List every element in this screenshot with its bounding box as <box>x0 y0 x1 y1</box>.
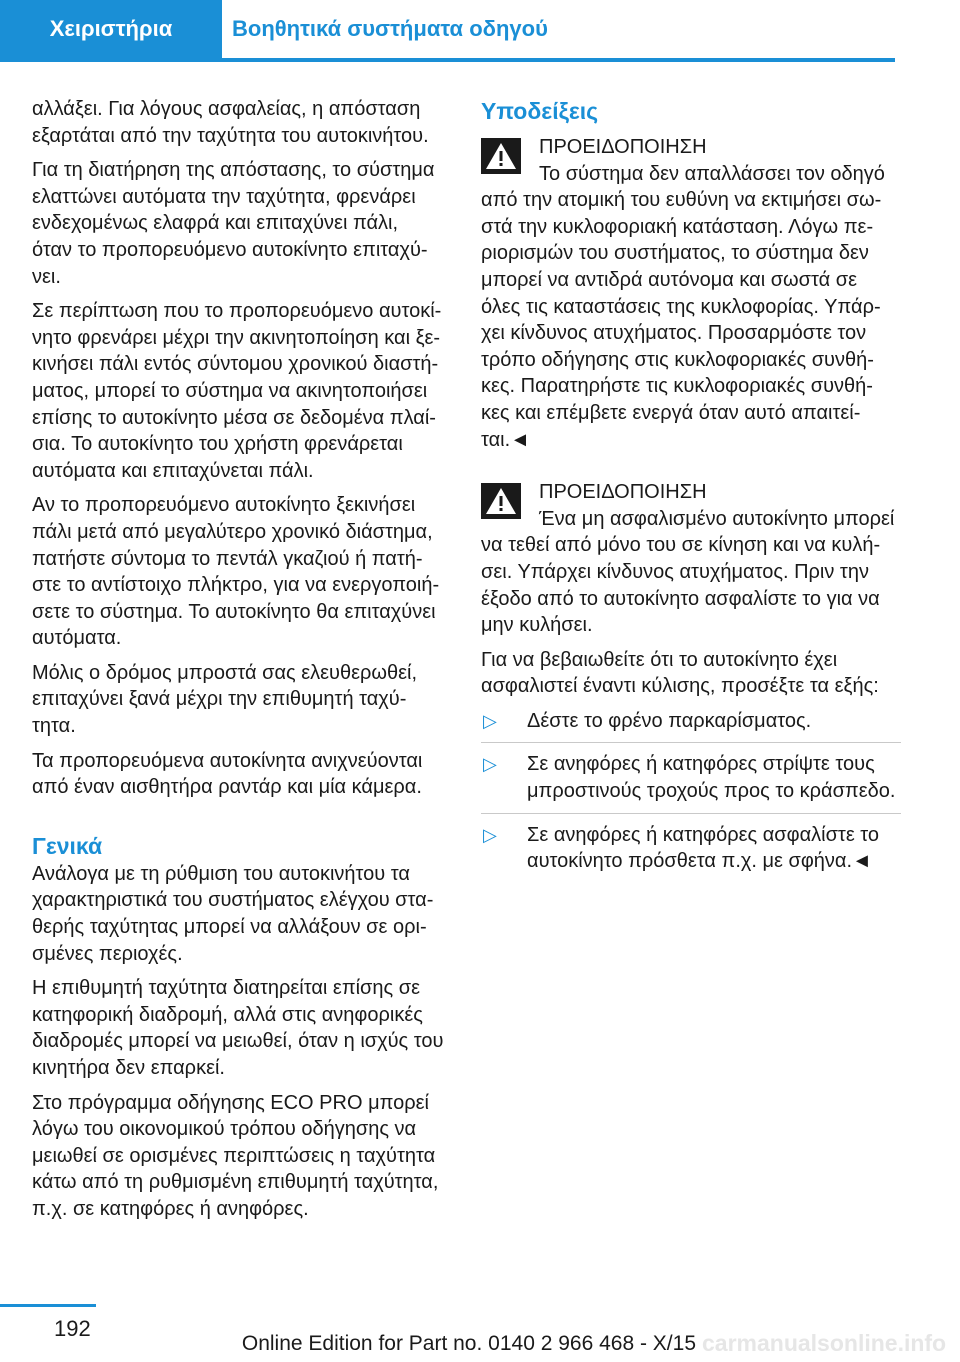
paragraph: Μόλις ο δρόμος μπροστά σας ελευθερωθεί, επιταχύνει ξανά μέχρι την επιθυμητή ταχύ- τητα. <box>32 661 418 738</box>
page-number: 192 <box>54 1316 91 1341</box>
paragraph: Αν το προπορευόμενο αυτοκίνητο ξεκινήσει πάλι μετά από μεγαλύτερο χρονικό διάστημα, πατήστε σύντομα το πεντάλ γκαζιού ή πατή- στε το αντίστοιχο πλήκτρο, για να ενεργοποιή- σετε το σύστημα. Το αυτοκίνητο θα επιταχύνει αυτόματα. <box>32 494 440 650</box>
triangle-bullet-icon: ▷ <box>483 824 497 845</box>
footer-rule <box>0 1304 96 1307</box>
left-column <box>32 96 452 1231</box>
section-heading-general: Γενικά <box>32 832 103 859</box>
warning-first-line: Το σύστημα δεν απαλλάσσει τον οδηγό <box>539 162 885 185</box>
list-item-text: Δέστε το φρένο παρκαρίσματος. <box>527 709 812 732</box>
warning-title: ΠΡΟΕΙΔΟΠΟΙΗΣΗ <box>539 136 707 158</box>
list-item <box>481 822 901 883</box>
triangle-bullet-icon: ▷ <box>483 754 497 775</box>
warning-title: ΠΡΟΕΙΔΟΠΟΙΗΣΗ <box>539 481 707 504</box>
paragraph: Ανάλογα με τη ρύθμιση του αυτοκινήτου τα χαρακτηριστικά του συστήματος ελέγχου στα- θερής ταχύτητας μπορεί να αλλάξουν σε ορι- σμένες περιοχές. <box>32 862 434 965</box>
warning-text: να τεθεί από μόνο του σε κίνηση και να κυλή- σει. Υπάρχει κίνδυνος ατυχήματος. Πριν την έξοδο από το αυτοκίνητο ασφαλίστε το για να μην κυλήσει. <box>481 534 881 637</box>
header-rule <box>0 58 895 62</box>
paragraph: Για τη διατήρηση της απόστασης, το σύστημα ελαττώνει αυτόματα την ταχύτητα, φρενάρει ενδεχομένως ελαφρά και επιταχύνει πάλι, όταν το προπορευόμενο αυτοκίνητο επιταχύ- νει. <box>32 159 435 288</box>
header-tabs <box>0 0 895 64</box>
warning-triangle-icon <box>481 483 521 519</box>
paragraph: Η επιθυμητή ταχύτητα διατηρείται επίσης σε κατηφορική διαδρομή, αλλά στις ανηφορικές διαδρομές μπορεί να μειωθεί, όταν η ισχύς του κινητήρα δεν επαρκεί. <box>32 977 444 1079</box>
list-item-text: Σε ανηφόρες ή κατηφόρες στρίψτε τους μπροστινούς τροχούς προς το κράσπεδο. <box>527 753 896 803</box>
paragraph: αλλάξει. Για λόγους ασφαλείας, η απόσταση εξαρτάται από την ταχύτητα του αυτοκινήτου. <box>32 98 429 147</box>
watermark: carmanualsonline.info <box>702 1330 947 1356</box>
bullet-list <box>481 708 901 883</box>
section-heading-hints: Υποδείξεις <box>481 98 599 124</box>
warning-first-line: Ένα μη ασφαλισμένο αυτοκίνητο μπορεί <box>539 507 895 530</box>
list-item <box>481 708 901 744</box>
warning-text: από την ατομική του ευθύνη να εκτιμήσει σω- στά την κυκλοφοριακή κατάσταση. Λόγω πε- ριορισμών του συστήματος, το σύστημα δεν μπορεί να αντιδρά αυτόνομα και σωστά σε όλες τις καταστάσεις της κυκλοφορίας. Υπάρ- χει κίνδυνος ατυχήματος. Προσαρμόστε τον τρόπο οδήγησης στις κυκλοφοριακές συνθή- κες. Παρατηρήστε τις κυκλοφοριακές συνθή- κες και επέμβετε ενεργά όταν αυτό απαιτεί- ται.◄ <box>481 189 882 451</box>
warning-block <box>481 479 901 639</box>
right-column <box>481 96 901 883</box>
list-item <box>481 751 901 813</box>
paragraph: Τα προπορευόμενα αυτοκίνητα ανιχνεύονται από έναν αισθητήρα ραντάρ και μία κάμερα. <box>32 749 423 799</box>
paragraph: Στο πρόγραμμα οδήγησης ECO PRO μπορεί λόγω του οικονομικού τρόπου οδήγησης να μειωθεί σε ορισμένες περιπτώσεις η ταχύτητα κάτω από τη ρυθμισμένη επιθυμητή ταχύτητα, π.χ. σε κατηφόρες ή ανηφόρες. <box>32 1091 439 1220</box>
paragraph: Σε περίπτωση που το προπορευόμενο αυτοκί- νητο φρενάρει μέχρι την ακινητοποίηση και ξε- κινήσει πάλι εντός σύντομου χρονικού διαστή- ματος, μπορεί το σύστημα να ακινητοποιήσει επίσης το αυτοκίνητο μέσα σε δεδομένα πλαί- σια. Το αυτοκίνητο του χρήστη φρενάρεται αυτόματα και επιταχύνεται πάλι. <box>32 300 442 482</box>
tab-controls[interactable]: Χειριστήρια <box>0 0 222 58</box>
tab-driver-assistance[interactable]: Βοηθητικά συστήματα οδηγού <box>232 16 548 41</box>
warning-triangle-icon <box>481 138 521 174</box>
triangle-bullet-icon: ▷ <box>483 710 497 731</box>
warning-block <box>481 134 901 453</box>
edition-note: Online Edition for Part no. 0140 2 966 468 - X/15 <box>241 1332 696 1355</box>
list-item-text: Σε ανηφόρες ή κατηφόρες ασφαλίστε το αυτοκίνητο πρόσθετα π.χ. με σφήνα.◄ <box>527 823 880 873</box>
paragraph: Για να βεβαιωθείτε ότι το αυτοκίνητο έχει ασφαλιστεί έναντι κύλισης, προσέξτε τα εξής: <box>481 648 879 698</box>
